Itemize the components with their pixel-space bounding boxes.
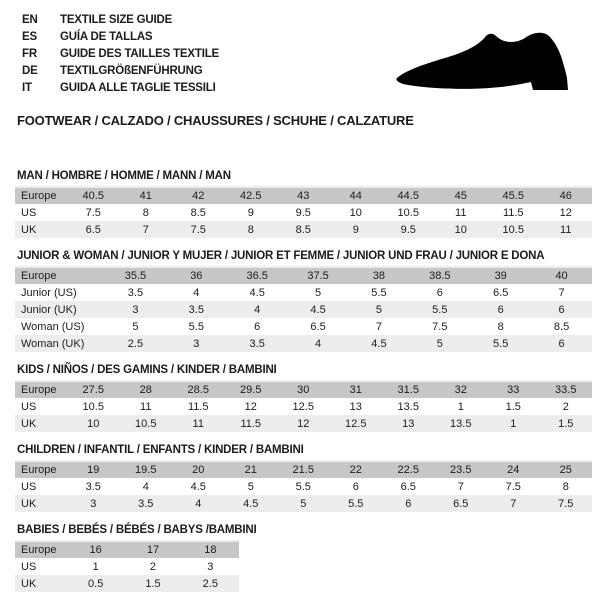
size-value: 9: [330, 221, 383, 238]
size-value: 5.5: [470, 335, 531, 352]
size-value: 8.5: [277, 221, 330, 238]
size-value: 33.5: [540, 381, 593, 398]
row-label: UK: [15, 415, 67, 432]
size-value: 1: [487, 415, 540, 432]
size-value: 44.5: [382, 187, 435, 204]
size-value: 4.5: [225, 495, 278, 512]
size-value: 11: [120, 398, 173, 415]
size-value: 4.5: [349, 335, 410, 352]
language-label: GUIDA ALLE TAGLIE TESSILI: [60, 82, 216, 94]
size-value: 10: [67, 415, 120, 432]
size-value: 5: [409, 335, 470, 352]
language-code: IT: [22, 82, 32, 94]
table-row: [15, 187, 592, 204]
size-value: 41: [120, 187, 173, 204]
size-value: 42: [172, 187, 225, 204]
language-label: TEXTILGRÖßENFÜHRUNG: [60, 65, 203, 77]
table-title: MAN / HOMBRE / HOMME / MANN / MAN: [17, 170, 231, 182]
table-row: [15, 398, 592, 415]
table-title: BABIES / BEBÉS / BÉBÉS / BABYS /BAMBINI: [17, 524, 257, 536]
size-value: 30: [277, 381, 330, 398]
shoe-icon: [393, 30, 583, 96]
size-value: 6: [409, 284, 470, 301]
row-label: Europe: [15, 381, 67, 398]
row-label: UK: [15, 495, 67, 512]
size-value: 35.5: [105, 267, 166, 284]
table-row: [15, 478, 592, 495]
size-value: 3: [166, 335, 227, 352]
size-value: 7.5: [487, 478, 540, 495]
size-value: 12.5: [330, 415, 383, 432]
size-value: 0.5: [67, 575, 124, 592]
size-value: 38: [349, 267, 410, 284]
size-value: 7: [531, 284, 592, 301]
size-value: 1.5: [124, 575, 181, 592]
size-value: 38.5: [409, 267, 470, 284]
table-row: [15, 495, 592, 512]
size-value: 1.5: [540, 415, 593, 432]
size-value: 27.5: [67, 381, 120, 398]
size-table: [15, 380, 592, 432]
size-value: 11: [172, 415, 225, 432]
size-value: 5: [225, 478, 278, 495]
size-value: 37.5: [288, 267, 349, 284]
size-value: 10.5: [487, 221, 540, 238]
size-value: 8.5: [531, 318, 592, 335]
size-value: 42.5: [225, 187, 278, 204]
size-value: 12: [225, 398, 278, 415]
size-value: 19: [67, 461, 120, 478]
size-value: 6.5: [288, 318, 349, 335]
size-value: 8: [470, 318, 531, 335]
size-value: 8.5: [172, 204, 225, 221]
size-value: 44: [330, 187, 383, 204]
size-value: 4: [120, 478, 173, 495]
size-value: 4: [172, 495, 225, 512]
table-row: [15, 284, 592, 301]
language-label: TEXTILE SIZE GUIDE: [60, 14, 173, 26]
table-row: [15, 221, 592, 238]
table-row: [15, 318, 592, 335]
size-value: 4: [227, 301, 288, 318]
size-value: 33: [487, 381, 540, 398]
size-tables: [15, 170, 592, 592]
size-value: 45.5: [487, 187, 540, 204]
size-table: [15, 266, 592, 352]
size-value: 22.5: [382, 461, 435, 478]
language-code: ES: [22, 31, 37, 43]
size-value: 12: [540, 204, 593, 221]
size-value: 45: [435, 187, 488, 204]
size-value: 11.5: [487, 204, 540, 221]
row-label: Europe: [15, 267, 105, 284]
table-row: [15, 204, 592, 221]
table-title: KIDS / NIÑOS / DES GAMINS / KINDER / BAMBINI: [17, 364, 277, 376]
size-value: 11: [540, 221, 593, 238]
row-label: Europe: [15, 187, 67, 204]
size-value: 3: [182, 558, 239, 575]
language-row: [22, 12, 592, 29]
size-value: 3.5: [227, 335, 288, 352]
size-value: 10.5: [120, 415, 173, 432]
size-value: 10: [435, 221, 488, 238]
size-value: 25: [540, 461, 593, 478]
table-row: [15, 267, 592, 284]
row-label: Woman (US): [15, 318, 105, 335]
size-value: 16: [67, 541, 124, 558]
size-value: 32: [435, 381, 488, 398]
size-value: 1.5: [487, 398, 540, 415]
size-section: [15, 250, 592, 352]
size-value: 17: [124, 541, 181, 558]
size-value: 1: [67, 558, 124, 575]
size-value: 19.5: [120, 461, 173, 478]
size-value: 5.5: [409, 301, 470, 318]
size-value: 11.5: [225, 415, 278, 432]
size-value: 6.5: [435, 495, 488, 512]
size-section: [15, 364, 592, 432]
row-label: US: [15, 204, 67, 221]
size-value: 7.5: [67, 204, 120, 221]
table-row: [15, 301, 592, 318]
size-value: 13: [382, 415, 435, 432]
size-value: 3: [67, 495, 120, 512]
size-value: 4.5: [288, 301, 349, 318]
size-value: 7: [435, 478, 488, 495]
size-value: 31: [330, 381, 383, 398]
size-value: 4.5: [227, 284, 288, 301]
category-heading: FOOTWEAR / CALZADO / CHAUSSURES / SCHUHE / CALZATURE: [17, 113, 414, 128]
size-value: 46: [540, 187, 593, 204]
size-value: 5: [105, 318, 166, 335]
size-value: 5: [288, 284, 349, 301]
size-value: 6: [470, 301, 531, 318]
language-label: GUÍA DE TALLAS: [60, 31, 153, 43]
size-value: 20: [172, 461, 225, 478]
size-value: 43: [277, 187, 330, 204]
row-label: Europe: [15, 541, 67, 558]
size-value: 10.5: [67, 398, 120, 415]
size-value: 13: [330, 398, 383, 415]
size-value: 6: [227, 318, 288, 335]
size-section: [15, 444, 592, 512]
size-value: 7: [120, 221, 173, 238]
size-value: 36.5: [227, 267, 288, 284]
table-title: CHILDREN / INFANTIL / ENFANTS / KINDER / BAMBINI: [17, 444, 304, 456]
size-value: 5: [277, 495, 330, 512]
size-value: 6.5: [67, 221, 120, 238]
row-label: Woman (UK): [15, 335, 105, 352]
size-value: 8: [120, 204, 173, 221]
size-value: 6: [531, 301, 592, 318]
size-value: 29.5: [225, 381, 278, 398]
size-value: 6: [382, 495, 435, 512]
size-value: 6.5: [382, 478, 435, 495]
row-label: US: [15, 398, 67, 415]
size-value: 4: [288, 335, 349, 352]
row-label: Junior (US): [15, 284, 105, 301]
size-value: 3: [105, 301, 166, 318]
size-value: 5.5: [349, 284, 410, 301]
size-value: 12: [277, 415, 330, 432]
size-value: 7.5: [172, 221, 225, 238]
size-table: [15, 460, 592, 512]
size-value: 36: [166, 267, 227, 284]
size-value: 5.5: [166, 318, 227, 335]
row-label: Junior (UK): [15, 301, 105, 318]
size-value: 23.5: [435, 461, 488, 478]
size-value: 3.5: [105, 284, 166, 301]
size-value: 7.5: [540, 495, 593, 512]
size-value: 13.5: [382, 398, 435, 415]
size-value: 24: [487, 461, 540, 478]
size-value: 7.5: [409, 318, 470, 335]
size-value: 3.5: [166, 301, 227, 318]
size-value: 6.5: [470, 284, 531, 301]
row-label: Europe: [15, 461, 67, 478]
size-value: 3.5: [120, 495, 173, 512]
size-value: 28.5: [172, 381, 225, 398]
size-value: 5.5: [330, 495, 383, 512]
size-value: 12.5: [277, 398, 330, 415]
size-value: 11.5: [172, 398, 225, 415]
size-value: 6: [330, 478, 383, 495]
table-title: JUNIOR & WOMAN / JUNIOR Y MUJER / JUNIOR ET FEMME / JUNIOR UND FRAU / JUNIOR E DONA: [17, 250, 545, 262]
size-value: 21: [225, 461, 278, 478]
size-value: 2.5: [105, 335, 166, 352]
size-value: 40: [531, 267, 592, 284]
size-value: 7: [487, 495, 540, 512]
size-value: 2.5: [182, 575, 239, 592]
size-value: 28: [120, 381, 173, 398]
size-value: 1: [435, 398, 488, 415]
table-row: [15, 415, 592, 432]
size-value: 4: [166, 284, 227, 301]
size-value: 9.5: [382, 221, 435, 238]
size-value: 7: [349, 318, 410, 335]
size-table: [15, 186, 592, 238]
row-label: UK: [15, 221, 67, 238]
size-value: 40.5: [67, 187, 120, 204]
size-value: 8: [225, 221, 278, 238]
size-value: 2: [124, 558, 181, 575]
size-value: 5: [349, 301, 410, 318]
table-row: [15, 575, 239, 592]
size-value: 2: [540, 398, 593, 415]
language-code: EN: [22, 14, 38, 26]
table-row: [15, 558, 239, 575]
size-value: 9.5: [277, 204, 330, 221]
row-label: US: [15, 558, 67, 575]
size-value: 5.5: [277, 478, 330, 495]
row-label: US: [15, 478, 67, 495]
size-value: 22: [330, 461, 383, 478]
language-code: FR: [22, 48, 37, 60]
table-row: [15, 541, 239, 558]
row-label: UK: [15, 575, 67, 592]
table-row: [15, 381, 592, 398]
size-value: 10.5: [382, 204, 435, 221]
table-row: [15, 461, 592, 478]
size-value: 18: [182, 541, 239, 558]
size-section: [15, 170, 592, 238]
size-value: 10: [330, 204, 383, 221]
size-table: [15, 540, 239, 592]
size-value: 11: [435, 204, 488, 221]
size-value: 6: [531, 335, 592, 352]
language-label: GUIDE DES TAILLES TEXTILE: [60, 48, 219, 60]
language-code: DE: [22, 65, 38, 77]
size-value: 31.5: [382, 381, 435, 398]
table-row: [15, 335, 592, 352]
size-value: 9: [225, 204, 278, 221]
size-value: 21.5: [277, 461, 330, 478]
size-value: 39: [470, 267, 531, 284]
size-value: 4.5: [172, 478, 225, 495]
size-value: 8: [540, 478, 593, 495]
size-value: 3.5: [67, 478, 120, 495]
size-value: 13.5: [435, 415, 488, 432]
size-section: [15, 524, 592, 592]
